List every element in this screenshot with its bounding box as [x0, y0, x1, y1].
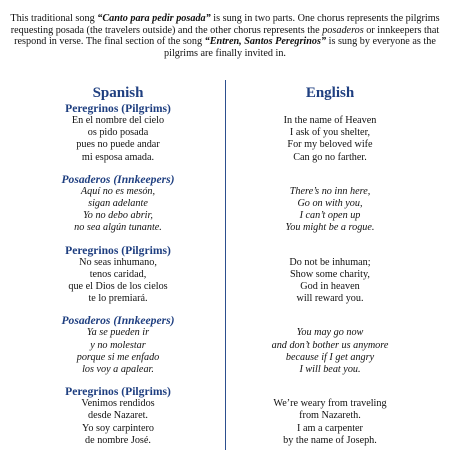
- verse-line: and don’t bother us anymore: [271, 339, 389, 351]
- spanish-column: [18, 85, 218, 447]
- verse-line: I ask of you shelter,: [289, 127, 371, 139]
- verse-line: Can go no farther.: [293, 151, 367, 163]
- verse-line: que el Dios de los cielos: [68, 281, 168, 293]
- section-title: Peregrinos (Pilgrims): [65, 102, 171, 115]
- section-title: Posaderos (Innkeepers): [61, 172, 175, 186]
- spanish-sections: [18, 102, 218, 447]
- verse-lines: [230, 115, 430, 164]
- verse-line: You may go now: [296, 327, 364, 339]
- verse-lines: [18, 115, 218, 164]
- verse-line: God in heaven: [300, 281, 360, 293]
- verse-line: will reward you.: [296, 293, 364, 305]
- verse-lines: [230, 257, 430, 306]
- verse-line: En el nombre del cielo: [71, 115, 165, 126]
- column-divider: [225, 80, 226, 450]
- verse-line: Ya se pueden ir: [86, 327, 150, 339]
- intro-text-2: is sung in two parts. One chorus represents the pilgrims requesting posada (the travelers outside) and the other chorus represents the: [10, 13, 440, 36]
- verse-line: desde Nazaret.: [88, 410, 148, 422]
- verse-line: no sea algún tunante.: [74, 222, 162, 234]
- verse-line: by the name of Joseph.: [283, 434, 377, 446]
- intro-text-4: is sung by everyone as the pilgrims are finally invited in.: [164, 36, 436, 59]
- verse-line: because if I get angry: [285, 351, 375, 363]
- verse-line: I am a carpenter: [297, 422, 363, 434]
- verse-section: [18, 173, 218, 235]
- verse-line: Venimos rendidos: [81, 398, 155, 410]
- verse-section: [230, 385, 430, 447]
- verse-line: te lo premiará.: [88, 293, 148, 305]
- song-title-entren: “Entren, Santos Peregrinos”: [204, 36, 327, 48]
- verse-line: Yo soy carpintero: [82, 422, 154, 434]
- section-title: Posaderos (Innkeepers): [61, 314, 175, 328]
- verse-lines: [230, 398, 430, 447]
- verse-line: You might be a rogue.: [285, 222, 375, 234]
- verse-section: [18, 314, 218, 376]
- song-title-canto: “Canto para pedir posada”: [97, 13, 211, 24]
- intro-paragraph: [10, 13, 440, 59]
- verse-section: [230, 102, 430, 164]
- verse-line: sigan adelante: [88, 198, 148, 210]
- verse-section: [230, 244, 430, 306]
- verse-lines: [230, 327, 430, 376]
- verse-lines: [18, 257, 218, 306]
- verse-line: los voy a apalear.: [82, 364, 154, 376]
- verse-line: I will beat you.: [299, 364, 361, 376]
- verse-line: de nombre José.: [85, 434, 151, 446]
- verse-line: os pido posada: [87, 127, 149, 139]
- verse-line: In the name of Heaven: [283, 115, 377, 126]
- verse-line: For my beloved wife: [287, 139, 373, 151]
- verse-line: Show some charity,: [290, 268, 370, 280]
- verse-line: porque si me enfado: [76, 351, 160, 363]
- verse-line: tenos caridad,: [89, 268, 147, 280]
- section-title: Peregrinos (Pilgrims): [65, 243, 171, 257]
- posaderos-term: posaderos: [322, 24, 364, 36]
- verse-section: [230, 173, 430, 235]
- verse-lines: [18, 186, 218, 235]
- verse-line: I can’t open up: [299, 210, 361, 222]
- verse-line: y no molestar: [90, 339, 146, 351]
- verse-lines: [18, 398, 218, 447]
- verse-lines: [18, 327, 218, 376]
- intro-text-1: This traditional song: [10, 13, 98, 24]
- english-sections: [230, 102, 430, 447]
- verse-section: [18, 102, 218, 164]
- english-heading: English: [305, 85, 355, 101]
- verse-line: from Nazareth.: [299, 410, 361, 422]
- verse-line: Yo no debo abrir,: [83, 210, 153, 222]
- verse-line: pues no puede andar: [76, 139, 160, 151]
- verse-section: [230, 314, 430, 376]
- verse-lines: [230, 186, 430, 235]
- spanish-heading: Spanish: [92, 85, 144, 101]
- intro-text-3: or innkeepers that respond in verse. The final section of the song: [14, 24, 440, 48]
- verse-line: mi esposa amada.: [81, 151, 155, 163]
- section-title: Peregrinos (Pilgrims): [65, 385, 171, 399]
- verse-section: [18, 244, 218, 306]
- verse-line: We’re weary from traveling: [273, 398, 387, 410]
- verse-line: Aquí no es mesón,: [80, 185, 156, 197]
- verse-line: Do not be inhuman;: [289, 256, 371, 268]
- english-column: [230, 85, 430, 447]
- verse-line: Go on with you,: [297, 198, 363, 210]
- verse-section: [18, 385, 218, 447]
- verse-line: No seas inhumano,: [79, 256, 157, 268]
- verse-line: There’s no inn here,: [289, 185, 371, 197]
